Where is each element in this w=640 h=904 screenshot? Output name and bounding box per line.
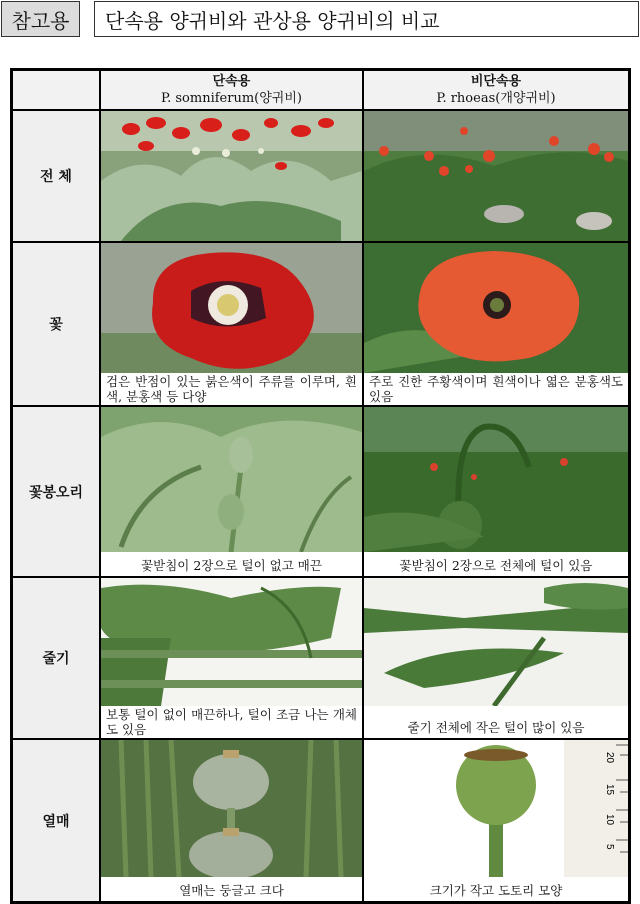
bud-cell-rhoeas <box>364 407 628 576</box>
caption-bud-rhoeas: 꽃받침이 2장으로 전체에 털이 있음 <box>364 554 628 576</box>
reference-tag: 참고용 <box>1 1 80 37</box>
photo-bud-rhoeas <box>364 407 628 552</box>
photo-stem-rhoeas <box>364 578 628 706</box>
photo-stem-somniferum <box>101 578 362 706</box>
photo-whole-somniferum <box>101 111 362 241</box>
photo-fruit-somniferum <box>101 740 362 877</box>
column-species: P. rhoeas(개양귀비) <box>436 91 556 106</box>
comparison-table <box>10 68 631 904</box>
corner-cell <box>13 71 99 109</box>
photo-whole-rhoeas <box>364 111 628 241</box>
photo-fruit-rhoeas <box>364 740 628 877</box>
caption-stem-rhoeas: 줄기 전체에 작은 털이 많이 있음 <box>364 716 628 738</box>
ruler-number: 20 <box>604 752 615 764</box>
stem-cell-somniferum <box>101 578 362 738</box>
ruler-number: 5 <box>604 844 615 850</box>
ruler-number: 10 <box>604 814 615 826</box>
photo-flower-somniferum <box>101 243 362 373</box>
page-title: 단속용 양귀비와 관상용 양귀비의 비교 <box>94 1 639 37</box>
bud-cell-somniferum <box>101 407 362 576</box>
column-title: 비단속용 <box>470 74 522 89</box>
row-label-fruit: 열매 <box>13 740 99 901</box>
column-title: 단속용 <box>212 74 251 89</box>
ruler-number: 15 <box>604 784 615 796</box>
stem-cell-rhoeas <box>364 578 628 738</box>
caption-flower-rhoeas: 주로 진한 주황색이며 흰색이나 엷은 분홍색도 있음 <box>364 373 628 405</box>
row-label-flower: 꽃 <box>13 243 99 405</box>
caption-flower-somniferum: 검은 반점이 있는 붉은색이 주류를 이루며, 흰색, 분홍색 등 다양 <box>101 373 362 405</box>
flower-cell-rhoeas <box>364 243 628 405</box>
caption-stem-somniferum: 보통 털이 없이 매끈하나, 털이 조금 나는 개체도 있음 <box>101 706 362 738</box>
caption-fruit-rhoeas: 크기가 작고 도토리 모양 <box>364 879 628 901</box>
photo-flower-rhoeas <box>364 243 628 373</box>
photo-bud-somniferum <box>101 407 362 552</box>
caption-bud-somniferum: 꽃받침이 2장으로 털이 없고 매끈 <box>101 554 362 576</box>
row-label-stem: 줄기 <box>13 578 99 738</box>
row-label-whole: 전 체 <box>13 111 99 241</box>
column-species: P. somniferum(양귀비) <box>161 91 302 106</box>
flower-cell-somniferum <box>101 243 362 405</box>
column-header-controlled <box>101 71 362 109</box>
fruit-cell-rhoeas <box>364 740 628 901</box>
caption-fruit-somniferum: 열매는 둥글고 크다 <box>101 879 362 901</box>
row-label-bud: 꽃봉오리 <box>13 407 99 576</box>
column-header-uncontrolled <box>364 71 628 109</box>
fruit-cell-somniferum <box>101 740 362 901</box>
